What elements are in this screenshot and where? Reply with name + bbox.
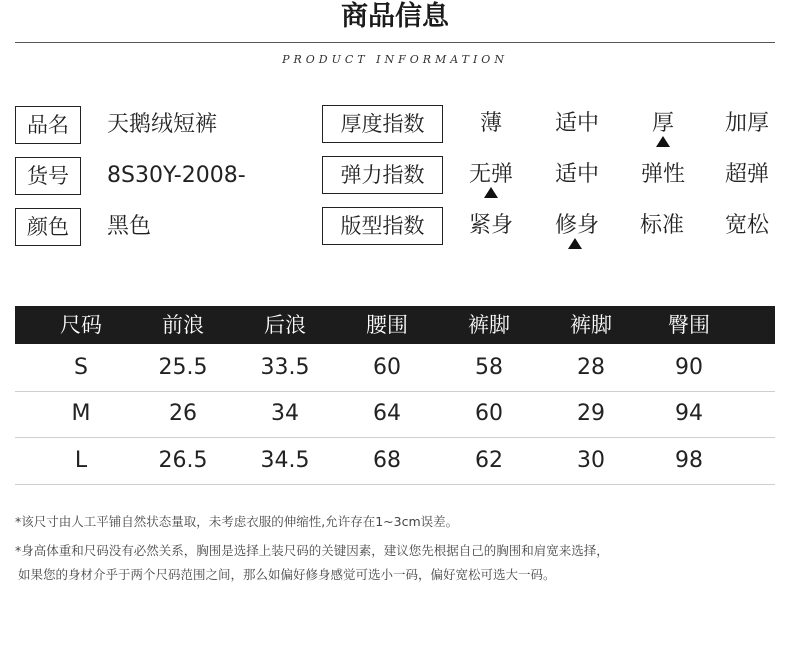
thickness-option-medium: 适中 — [554, 111, 599, 136]
header-back-rise: 后浪 — [264, 313, 306, 337]
cell-back-rise: 34 — [271, 401, 299, 426]
cell-leg-opening-1: 58 — [475, 355, 503, 380]
elasticity-option-super: 超弹 — [724, 162, 769, 187]
header-hip: 臀围 — [668, 313, 710, 337]
header-waist: 腰围 — [366, 313, 408, 337]
elasticity-option-medium: 适中 — [554, 162, 599, 187]
cell-waist: 60 — [373, 355, 401, 380]
elasticity-index-label: 弹力指数 — [322, 156, 443, 194]
thickness-option-thick: 厚 — [651, 111, 674, 136]
table-row — [15, 344, 775, 392]
cell-waist: 64 — [373, 401, 401, 426]
fit-option-loose: 宽松 — [724, 213, 769, 238]
header-leg-opening-1: 裤脚 — [468, 313, 510, 337]
thickness-index-label: 厚度指数 — [322, 105, 443, 143]
cell-leg-opening-2: 29 — [577, 401, 605, 426]
header-leg-opening-2: 裤脚 — [570, 313, 612, 337]
page-subtitle: PRODUCT INFORMATION — [282, 53, 508, 66]
fit-option-tight: 紧身 — [468, 213, 513, 238]
fit-selected-marker-icon — [568, 238, 582, 249]
cell-hip: 90 — [675, 355, 703, 380]
size-advice-note: *身高体重和尺码没有必然关系，胸围是选择上装尺码的关键因素，建议您先根据自己的胸围和肩宽来选择， — [15, 543, 609, 558]
cell-waist: 68 — [373, 448, 401, 473]
measurement-note: *该尺寸由人工平铺自然状态量取，未考虑衣服的伸缩性,允许存在1~3cm误差。 — [15, 514, 459, 529]
size-advice-note-continued: 如果您的身材介乎于两个尺码范围之间，那么如偏好修身感觉可选小一码，偏好宽松可选大一码。 — [18, 567, 556, 582]
fit-option-slim: 修身 — [554, 213, 599, 238]
cell-back-rise: 33.5 — [260, 355, 310, 380]
color-value: 黑色 — [107, 214, 152, 239]
fit-index-label: 版型指数 — [322, 207, 443, 245]
name-label: 品名 — [15, 106, 81, 144]
color-label: 颜色 — [15, 208, 81, 246]
table-row — [15, 390, 775, 438]
cell-front-rise: 26 — [169, 401, 197, 426]
cell-leg-opening-2: 30 — [577, 448, 605, 473]
cell-leg-opening-2: 28 — [577, 355, 605, 380]
fit-option-regular: 标准 — [639, 213, 684, 238]
thickness-option-extra-thick: 加厚 — [724, 111, 769, 136]
size-table-header — [15, 306, 775, 344]
table-row — [15, 437, 775, 485]
cell-size: M — [71, 401, 91, 426]
cell-size: L — [74, 448, 88, 473]
cell-front-rise: 25.5 — [158, 355, 208, 380]
elasticity-selected-marker-icon — [484, 187, 498, 198]
header-size: 尺码 — [60, 313, 102, 337]
cell-hip: 94 — [675, 401, 703, 426]
cell-back-rise: 34.5 — [260, 448, 310, 473]
header-front-rise: 前浪 — [162, 313, 204, 337]
code-label: 货号 — [15, 157, 81, 195]
elasticity-option-none: 无弹 — [468, 162, 513, 187]
thickness-option-thin: 薄 — [479, 111, 502, 136]
cell-leg-opening-1: 62 — [475, 448, 503, 473]
elasticity-option-elastic: 弹性 — [640, 162, 685, 187]
title-divider — [15, 42, 775, 43]
cell-hip: 98 — [675, 448, 703, 473]
cell-front-rise: 26.5 — [158, 448, 208, 473]
code-value: 8S30Y-2008- — [107, 163, 246, 188]
thickness-selected-marker-icon — [656, 136, 670, 147]
name-value: 天鹅绒短裤 — [107, 112, 218, 137]
page-title: 商品信息 — [341, 1, 449, 32]
cell-leg-opening-1: 60 — [475, 401, 503, 426]
cell-size: S — [74, 355, 88, 380]
